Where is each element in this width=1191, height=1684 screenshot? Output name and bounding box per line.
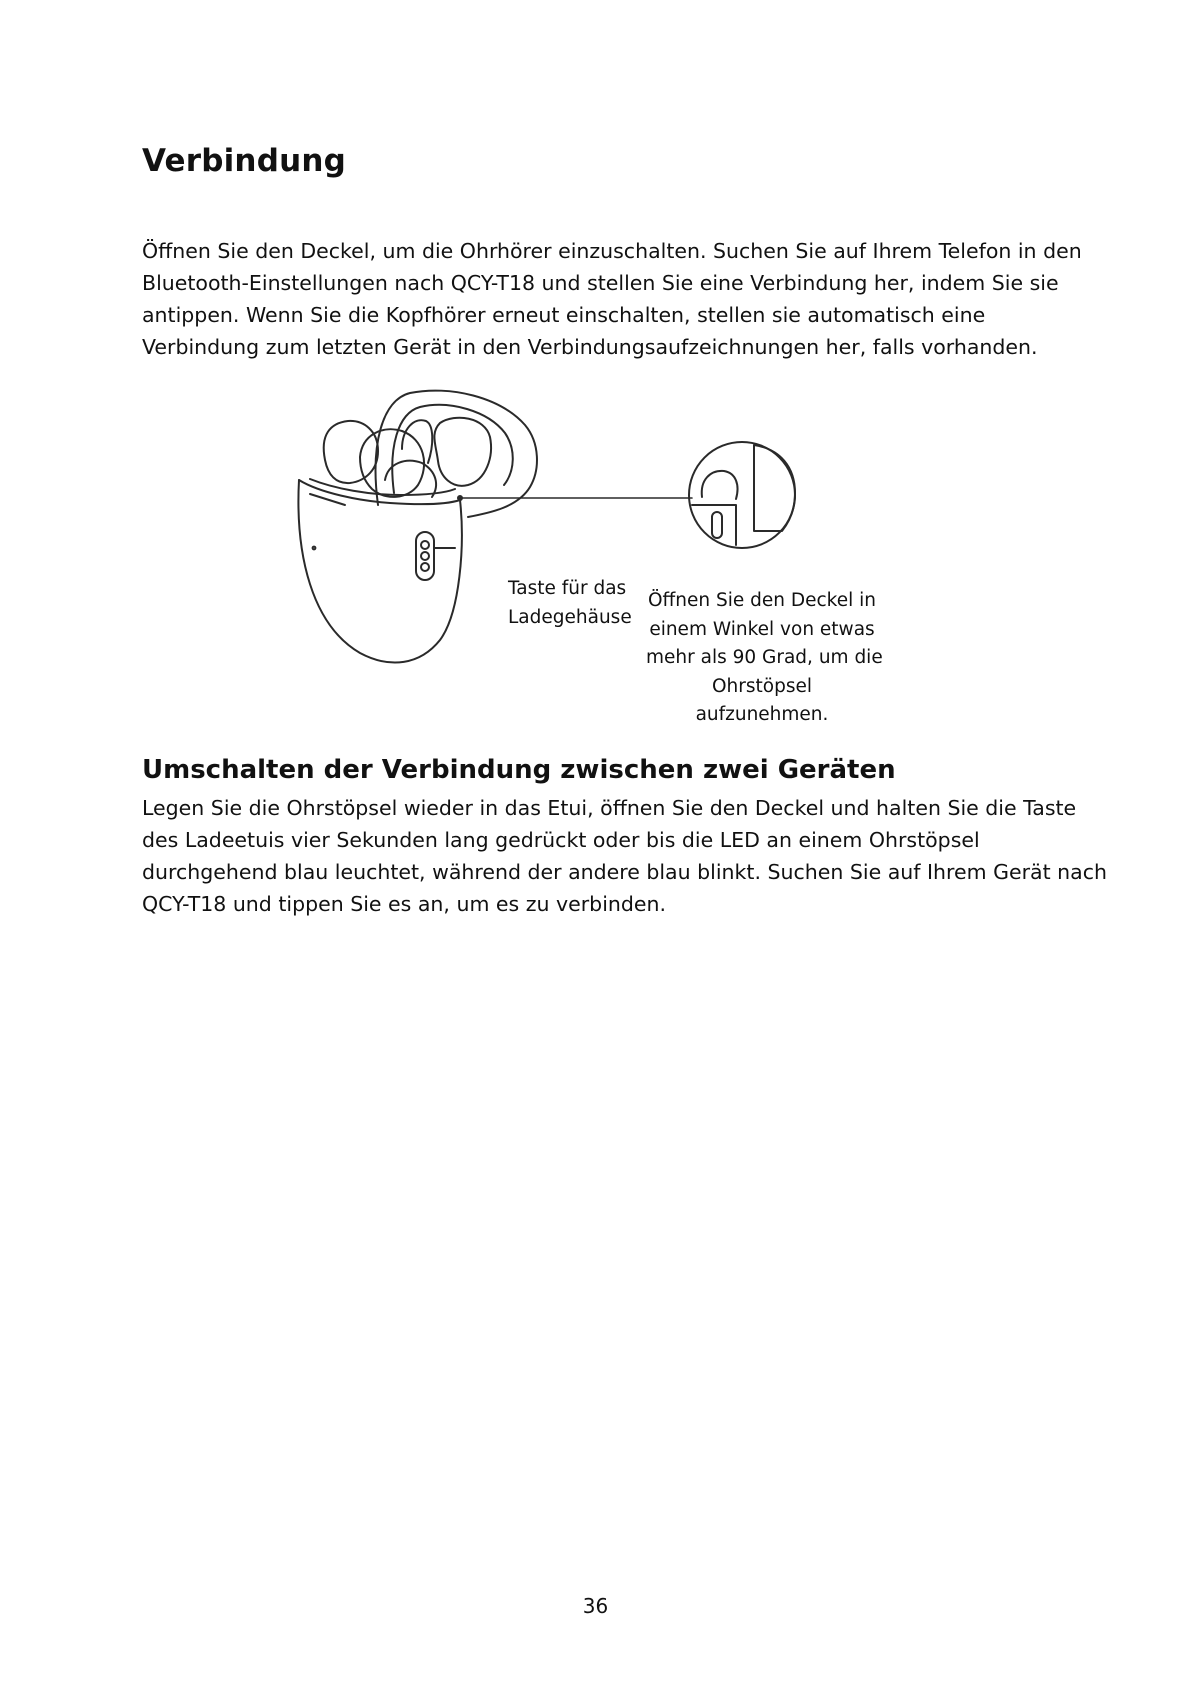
button-label-line: Taste für das [508,578,627,599]
intro-line: Bluetooth-Einstellungen nach QCY-T18 und stellen Sie eine Verbindung her, indem Sie sie [142,271,1059,295]
case-body [298,480,461,663]
button-label [508,575,632,632]
switch-line: Legen Sie die Ohrstöpsel wieder in das Etui, öffnen Sie den Deckel und halten Sie die Taste [142,796,1077,820]
case-button-panel [416,532,434,580]
lid-earbud [434,418,491,486]
button-label-line: Ladegehäuse [508,606,632,628]
earbud-left [324,421,378,483]
charging-case-figure [290,385,900,735]
detail-lid [754,445,795,531]
switch-line: des Ladeetuis vier Sekunden lang gedrückt oder bis die LED an einem Ohrstöpsel [142,828,980,852]
switch-paragraph [142,792,1107,920]
lid-label-line: mehr als 90 Grad, um die [646,647,883,668]
case-button-led [421,541,429,549]
switch-line: QCY-T18 und tippen Sie es an, um es zu verbinden. [142,892,667,916]
intro-line: Öffnen Sie den Deckel, um die Ohrhörer einzuschalten. Suchen Sie auf Ihrem Telefon in den [142,239,1082,263]
intro-line: Verbindung zum letzten Gerät in den Verbindungsaufzeichnungen her, falls vorhanden. [142,335,1038,359]
lid-angle-label [646,587,883,730]
detail-button [712,512,722,538]
subsection-heading: Umschalten der Verbindung zwischen zwei Geräten [142,755,896,785]
lid-label-line: aufzunehmen. [695,704,829,725]
case-button-led [421,552,429,560]
switch-line: durchgehend blau leuchtet, während der andere blau blinkt. Suchen Sie auf Ihrem Gerät nach [142,860,1107,884]
lid-label-line: Ohrstöpsel [711,675,812,697]
intro-paragraph [142,235,1082,363]
case-button-led [421,563,429,571]
section-heading: Verbindung [142,143,347,179]
lid-label-line: einem Winkel von etwas [649,618,875,640]
page-number: 36 [582,1594,609,1618]
detail-earbud [702,471,738,499]
detail-zoom-circle [689,442,795,548]
intro-line: antippen. Wenn Sie die Kopfhörer erneut einschalten, stellen sie automatisch eine [142,303,986,327]
lid-label-line: Öffnen Sie den Deckel in [647,590,877,611]
